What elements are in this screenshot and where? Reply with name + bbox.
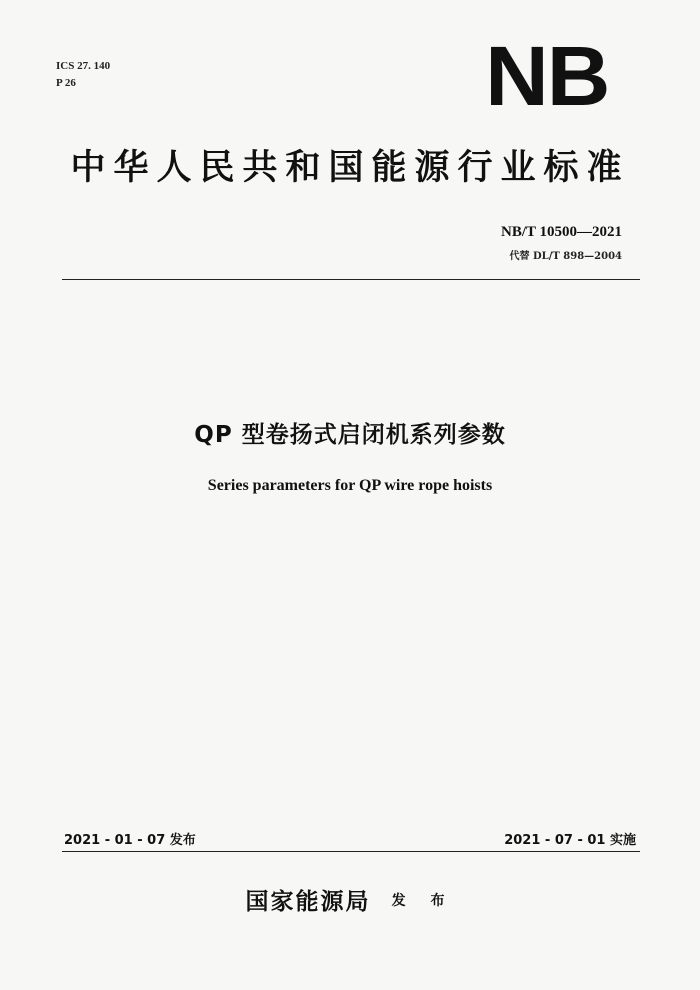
category-code: P 26 (56, 77, 76, 89)
issue-date: 2021 - 01 - 07 发布 (64, 833, 196, 848)
document-subtitle-english: Series parameters for QP wire rope hoists (207, 477, 493, 494)
standard-type-title: 中华人民共和国能源行业标准 (70, 148, 630, 188)
bottom-divider (62, 851, 640, 852)
ics-code: ICS 27. 140 (56, 60, 111, 72)
publisher-line (0, 883, 700, 916)
publish-label: 发 布 (391, 892, 455, 909)
implementation-date: 2021 - 07 - 01 实施 (504, 833, 636, 848)
standard-code: NB/T 10500—2021 (501, 224, 622, 240)
classification-codes (56, 58, 110, 92)
nb-logo: NB (484, 29, 608, 123)
top-divider (62, 279, 640, 280)
replaces-standard: 代替 DL/T 898—2004 (509, 251, 622, 262)
publisher-name: 国家能源局 (245, 889, 371, 915)
document-title: QP 型卷扬式启闭机系列参数 (194, 422, 506, 448)
